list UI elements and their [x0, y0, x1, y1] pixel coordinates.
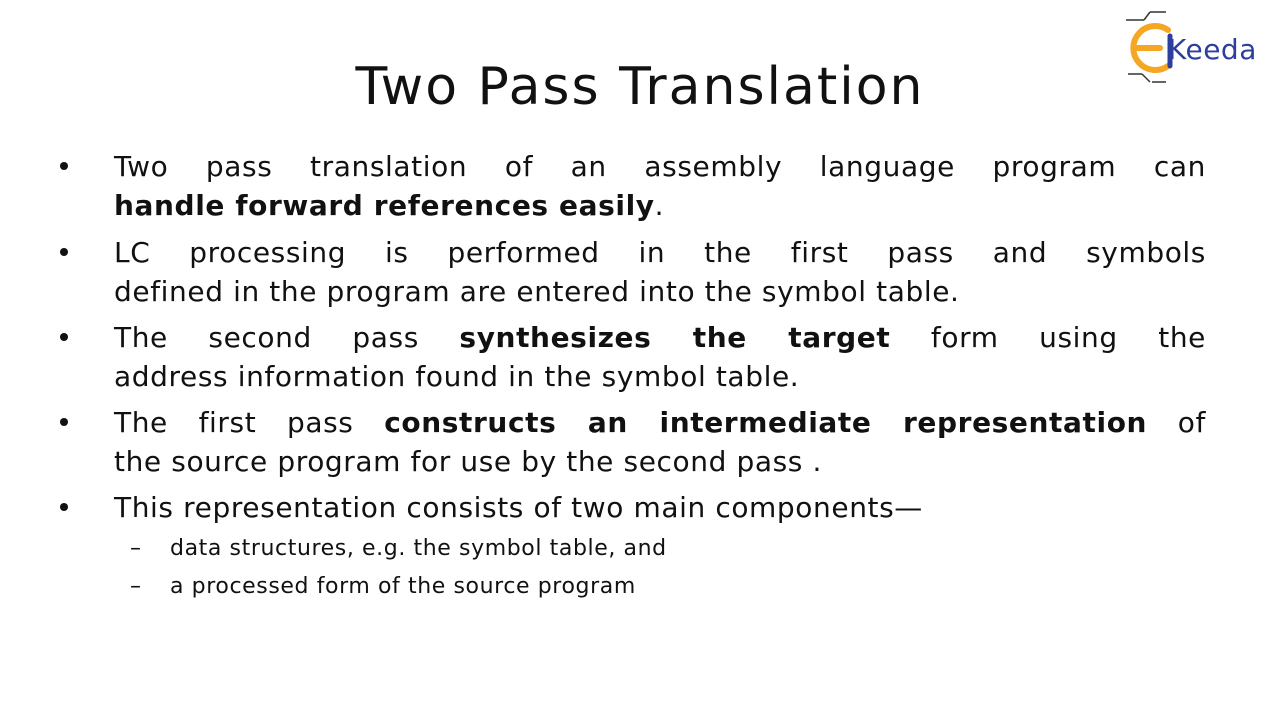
bullet-line-head: The first pass [114, 406, 354, 439]
dash-icon: – [130, 536, 142, 561]
sub-bullet-text: a processed form of the source program [170, 574, 636, 599]
bullet-line: Two pass translation of an assembly language program can [114, 150, 1206, 183]
bullet-text [114, 403, 1206, 481]
page-title: Two Pass Translation [355, 57, 925, 117]
bullet-dot-icon [60, 248, 68, 256]
sub-bullet-text: data structures, e.g. the symbol table, and [170, 536, 667, 561]
bold-phrase: constructs an intermediate representation [384, 406, 1148, 439]
bullet-text [114, 233, 1206, 311]
bold-phrase: synthesizes the target [459, 321, 891, 354]
bullet-line: defined in the program are entered into the symbol table. [114, 275, 960, 308]
bullet-line [114, 318, 1206, 357]
bullet-text [114, 488, 1206, 527]
bullet-dot-icon [60, 503, 68, 511]
bullet-line [114, 403, 1206, 442]
bullet-line-tail: of [1177, 406, 1206, 439]
bullet-dot-icon [60, 418, 68, 426]
bold-phrase: handle forward references easily [114, 189, 655, 222]
bullet-line: This representation consists of two main components— [114, 491, 923, 524]
bullet-text [114, 147, 1206, 225]
bullet-line: the source program for use by the second pass . [114, 445, 822, 478]
dash-icon: – [130, 574, 142, 599]
bullet-dot-icon [60, 333, 68, 341]
bullet-text [114, 318, 1206, 396]
bullet-dot-icon [60, 162, 68, 170]
bullet-line-tail: . [654, 189, 665, 222]
bullet-line-tail: form using the [930, 321, 1206, 354]
bullet-line: address information found in the symbol table. [114, 360, 800, 393]
bullet-line: LC processing is performed in the first pass and symbols [114, 236, 1206, 269]
sub-bullet-item [130, 534, 667, 564]
bullet-line-head: The second pass [114, 321, 419, 354]
sub-bullet-item [130, 572, 636, 602]
bullet-line [114, 186, 1206, 225]
logo-text: Keeda [1168, 33, 1257, 66]
